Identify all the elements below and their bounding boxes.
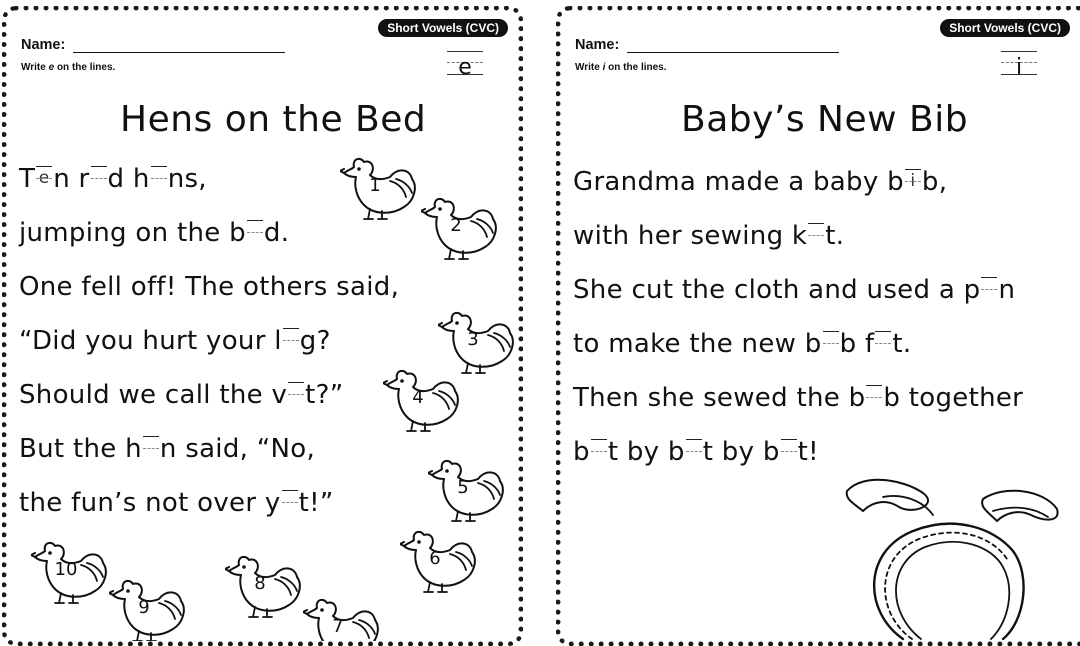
instructions: Write e on the lines. — [21, 62, 116, 73]
poem-line-6: But the h n said, “No, — [19, 434, 316, 464]
blank-line[interactable] — [875, 334, 891, 354]
name-input-line[interactable] — [73, 38, 285, 53]
poem-line-5: Then she sewed the b b together — [573, 383, 1024, 413]
blank-line[interactable] — [866, 388, 882, 408]
name-label: Name: — [21, 37, 66, 53]
vowel-guide-box — [1001, 47, 1037, 80]
blank-line[interactable] — [981, 280, 997, 300]
vowel-guide-letter: i — [1015, 55, 1023, 80]
poem-title: Baby’s New Bib — [681, 99, 969, 140]
blank-line[interactable] — [282, 493, 298, 513]
bib-icon — [843, 471, 1063, 641]
hen-icon: 2 — [421, 193, 499, 265]
blank-line[interactable] — [143, 439, 159, 459]
poem-line-7: the fun’s not over y t!” — [19, 488, 334, 518]
name-row — [575, 37, 839, 53]
poem-line-2: jumping on the b d. — [19, 218, 290, 248]
hen-icon: 10 — [31, 537, 109, 609]
worksheet-bib — [556, 6, 1080, 646]
blank-line[interactable] — [151, 169, 167, 189]
worksheet-hens — [2, 6, 523, 646]
name-label: Name: — [575, 37, 620, 53]
hen-icon: 4 — [383, 365, 461, 437]
poem-title: Hens on the Bed — [120, 99, 427, 140]
poem-line-4: “Did you hurt your l g? — [19, 326, 331, 356]
blank-line[interactable]: e — [36, 169, 52, 189]
poem-line-6: b t by b t by b t! — [573, 437, 819, 467]
hen-icon: 5 — [428, 455, 506, 527]
blank-line[interactable] — [91, 169, 107, 189]
hen-icon: 9 — [109, 575, 187, 646]
blank-line[interactable] — [823, 334, 839, 354]
blank-line[interactable] — [686, 442, 702, 462]
topic-badge: Short Vowels (CVC) — [378, 19, 508, 37]
poem-line-4: to make the new b b f t. — [573, 329, 912, 359]
vowel-guide-letter: e — [458, 55, 472, 80]
vowel-guide-box — [447, 47, 483, 80]
blank-line[interactable] — [591, 442, 607, 462]
hen-icon: 3 — [438, 307, 516, 379]
hen-icon: 6 — [400, 526, 478, 598]
topic-badge: Short Vowels (CVC) — [940, 19, 1070, 37]
blank-line[interactable] — [247, 223, 263, 243]
hen-icon: 7 — [303, 594, 381, 646]
poem-line-5: Should we call the v t?” — [19, 380, 344, 410]
blank-line[interactable] — [781, 442, 797, 462]
instructions: Write i on the lines. — [575, 62, 667, 73]
hen-icon: 8 — [225, 551, 303, 623]
blank-line[interactable] — [288, 385, 304, 405]
poem-line-1: T e n r d h ns, — [19, 164, 207, 194]
hen-icon: 1 — [340, 153, 418, 225]
poem-line-3: One fell off! The others said, — [19, 272, 400, 302]
poem-line-2: with her sewing k t. — [573, 221, 845, 251]
poem-line-1: Grandma made a baby b i b, — [573, 167, 948, 197]
poem-line-3: She cut the cloth and used a p n — [573, 275, 1016, 305]
blank-line[interactable] — [283, 331, 299, 351]
blank-line[interactable]: i — [905, 172, 921, 192]
name-input-line[interactable] — [627, 38, 839, 53]
blank-line[interactable] — [808, 226, 824, 246]
name-row — [21, 37, 285, 53]
